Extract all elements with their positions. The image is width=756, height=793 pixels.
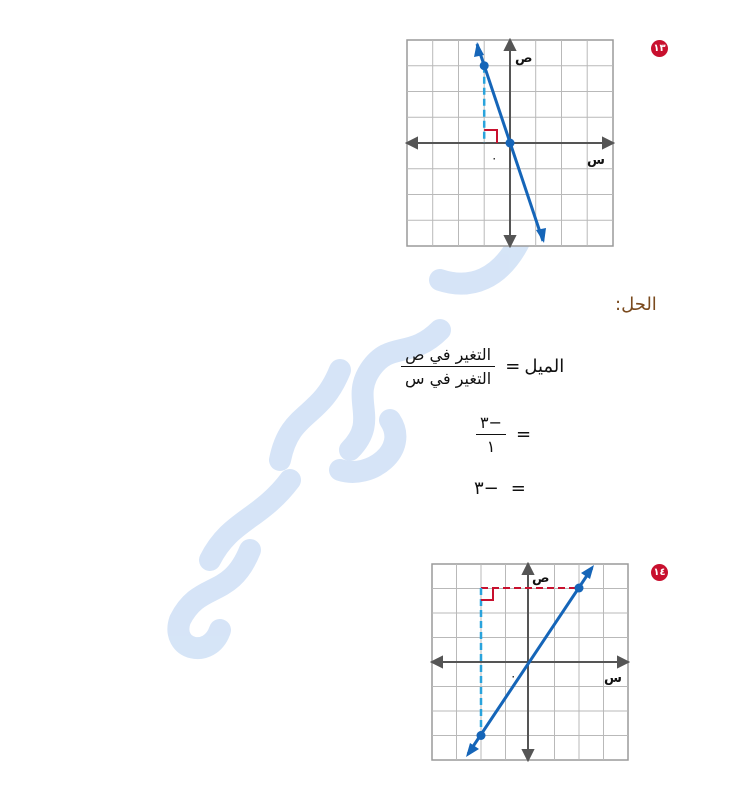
equals-sign: = [505, 356, 521, 377]
solution-heading: الحل: [615, 294, 657, 315]
step2-fraction [476, 413, 506, 456]
point-a-14 [477, 731, 486, 740]
problem-14-number: ١٤ [651, 564, 668, 581]
point-b-14 [575, 584, 584, 593]
slope-formula-row [395, 345, 564, 388]
graph-13 [405, 38, 615, 248]
step3-value: −٣ [474, 478, 499, 499]
step2-row [470, 413, 535, 456]
x-axis-label-14: س [604, 671, 622, 686]
step3-equals: = [510, 478, 526, 499]
point-b-13 [506, 139, 515, 148]
problem-13-number: ١٣ [651, 40, 668, 57]
step2-equals: = [516, 424, 532, 445]
graph-14 [430, 562, 630, 762]
step2-denominator: ١ [486, 437, 496, 456]
step2-numerator: −٣ [476, 413, 506, 435]
origin-label-13: ٠ [491, 151, 498, 165]
y-axis-label-13: ص [515, 51, 533, 66]
x-axis-label-13: س [587, 153, 605, 168]
numerator-text: التغير في ص [401, 345, 495, 367]
step3-row [474, 478, 530, 499]
slope-word: الميل [524, 356, 565, 377]
slope-fraction [401, 345, 495, 388]
point-a-13 [480, 61, 489, 70]
denominator-text: التغير في س [405, 369, 492, 388]
y-axis-label-14: ص [532, 571, 550, 586]
origin-label-14: ٠ [510, 669, 517, 683]
